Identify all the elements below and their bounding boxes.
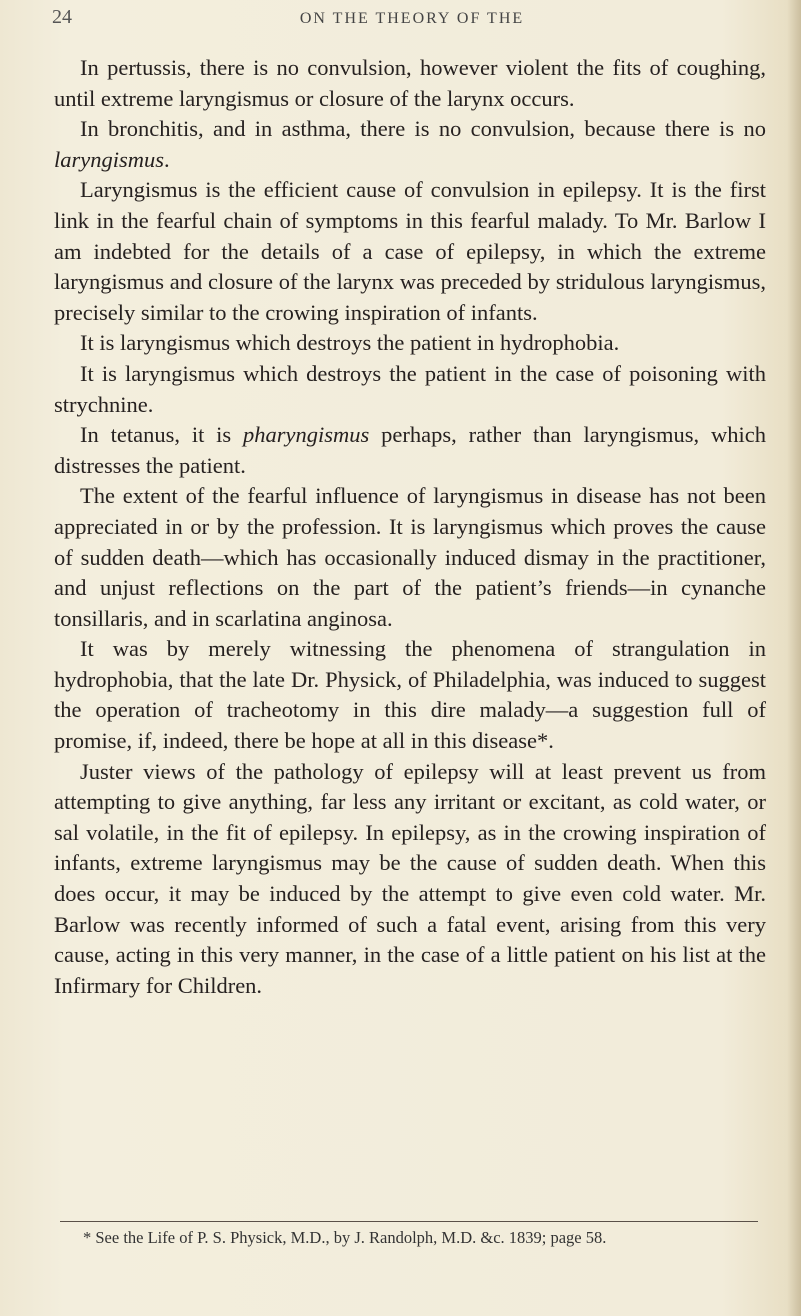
paragraph-tracheotomy: It was by merely witnessing the phenomena of strangulation in hydrophobia, that the late Dr. Physick, of Philadelphia, was induced to suggest the operation of tracheotomy in this dire malady—a suggestion full of promise, if, indeed, there be hope at all in this disease*.	[54, 636, 766, 754]
paragraph-juster-views: Juster views of the pathology of epilepsy will at least prevent us from attempting to give anything, far less any irritant or excitant, as cold water, or sal volatile, in the fit of epilepsy. In epilepsy, as in the crowing inspiration of infants, extreme laryngismus may be the cause of sudden death. When this does occur, it may be induced by the attempt to give even cold water. Mr. Barlow was recently informed of such a fatal event, arising from this very cause, acting in this very manner, in the case of a little patient on his list at the Infirmary for Children.	[54, 758, 766, 998]
italic-term: pharyngismus	[243, 422, 370, 448]
italic-term: laryngismus	[54, 146, 165, 172]
paragraph-bronchitis: In bronchitis, and in asthma, there is no convulsion, because there is no laryngismus.	[54, 116, 766, 172]
paragraph-strychnine: It is laryngismus which destroys the patient in the case of poisoning with strychnine.	[54, 360, 766, 417]
running-head: ON THE THEORY OF THE	[299, 10, 525, 27]
paragraph-pertussis: In pertussis, there is no convulsion, however violent the fits of coughing, until extreme laryngismus or closure of the larynx occurs.	[54, 55, 766, 111]
paragraph-tetanus: In tetanus, it is pharyngismus perhaps, rather than laryngismus, which distresses the patient.	[54, 422, 767, 478]
body-text	[54, 53, 766, 1001]
footnote-rule	[60, 1221, 758, 1222]
page-number: 24	[52, 6, 72, 28]
paragraph-epilepsy: Laryngismus is the efficient cause of convulsion in epilepsy. It is the first link in the fearful chain of symptoms in this fearful malady. To Mr. Barlow I am indebted for the details of a case of epilepsy, in which the extreme laryngismus and closure of the larynx was preceded by stridulous laryngismus, precisely similar to the crowing inspiration of infants.	[54, 177, 766, 325]
paragraph-hydrophobia: It is laryngismus which destroys the patient in hydrophobia.	[80, 330, 620, 356]
page-edge-shadow	[787, 0, 801, 1316]
footnote: * See the Life of P. S. Physick, M.D., by J. Randolph, M.D. &c. 1839; page 58.	[83, 1228, 607, 1247]
paragraph-sudden-death: The extent of the fearful influence of laryngismus in disease has not been appreciated in or by the profession. It is laryngismus which proves the cause of sudden death—which has occasionally induced dismay in the practitioner, and unjust reflections on the part of the patient’s friends—in cynanche tonsillaris, and in scarlatina anginosa.	[54, 483, 766, 631]
page-header	[52, 6, 772, 36]
